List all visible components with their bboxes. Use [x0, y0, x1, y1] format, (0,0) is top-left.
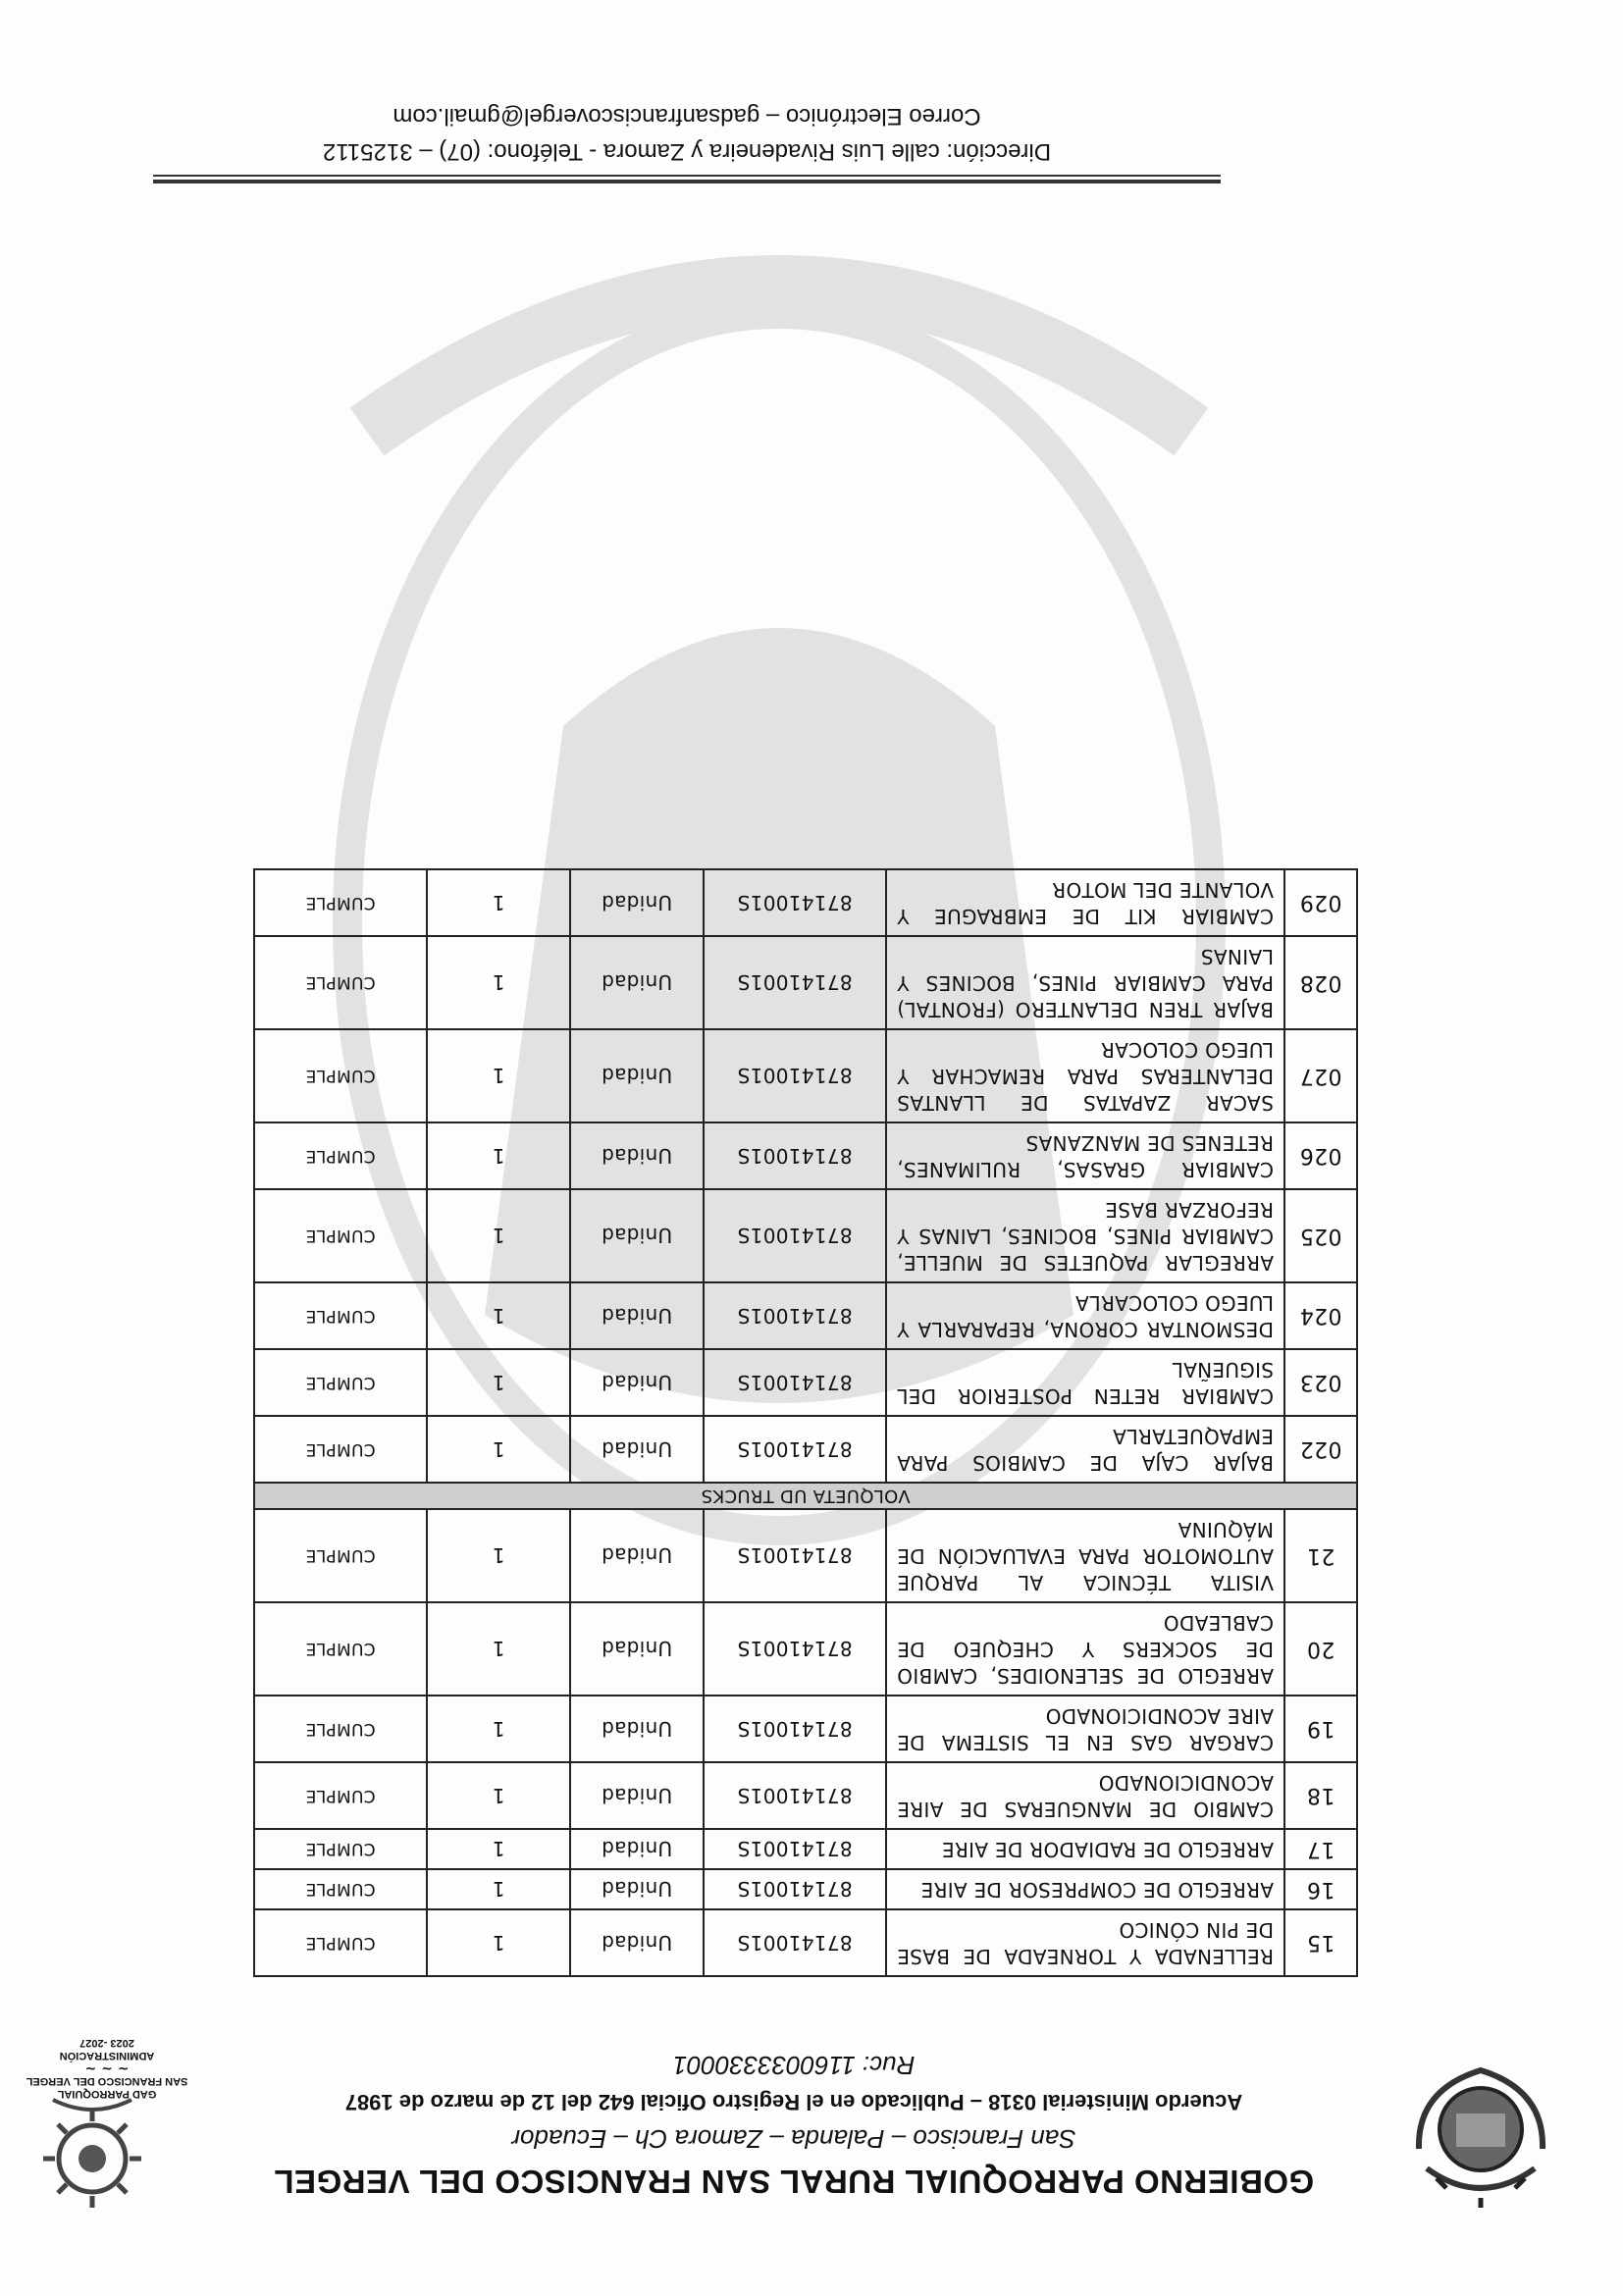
- row-number: 027: [1284, 1029, 1357, 1122]
- table-row: [254, 869, 1357, 936]
- row-status: CUMPLE: [254, 1869, 427, 1909]
- row-description: ARREGLO DE RADIADOR DE AIRE: [886, 1829, 1284, 1869]
- row-quantity: 1: [427, 1509, 570, 1602]
- row-status: CUMPLE: [254, 1909, 427, 1976]
- row-description: ARREGLO DE COMPRESOR DE AIRE: [886, 1869, 1284, 1909]
- table-row: [254, 1509, 1357, 1602]
- seal-signature: ~ ~ ~: [84, 2061, 130, 2076]
- row-status: CUMPLE: [254, 869, 427, 936]
- row-unit: Unidad: [570, 1416, 704, 1483]
- row-unit: Unidad: [570, 1762, 704, 1829]
- row-number: 026: [1284, 1122, 1357, 1189]
- row-cpc-code: 87141001S: [704, 1416, 886, 1483]
- table-row: [254, 1869, 1357, 1909]
- section-header-row: [254, 1483, 1357, 1509]
- row-quantity: 1: [427, 1416, 570, 1483]
- row-cpc-code: 87141001S: [704, 1602, 886, 1696]
- organization-title: GOBIERNO PARROQUIAL RURAL SAN FRANCISCO DEL VERGEL: [273, 2164, 1315, 2200]
- row-status: CUMPLE: [254, 1349, 427, 1416]
- row-cpc-code: 87141001S: [704, 1282, 886, 1349]
- table-row: [254, 1602, 1357, 1696]
- row-status: CUMPLE: [254, 1189, 427, 1282]
- services-table-body: [254, 869, 1357, 1976]
- row-status: CUMPLE: [254, 1122, 427, 1189]
- table-row: [254, 1762, 1357, 1829]
- table-row: [254, 1829, 1357, 1869]
- table-row: [254, 1416, 1357, 1483]
- row-description: BAJAR TREN DELANTERO (FRONTAL) PARA CAMBIAR PINES, BOCINES Y LAINAS: [886, 936, 1284, 1029]
- row-quantity: 1: [427, 1909, 570, 1976]
- row-number: 18: [1284, 1762, 1357, 1829]
- seal-line-1: GAD PARROQUIAL: [57, 2088, 157, 2100]
- row-number: 022: [1284, 1416, 1357, 1483]
- row-number: 023: [1284, 1349, 1357, 1416]
- table-row: [254, 1696, 1357, 1762]
- row-cpc-code: 87141001S: [704, 1762, 886, 1829]
- row-cpc-code: 87141001S: [704, 1829, 886, 1869]
- row-description: DESMONTAR CORONA, REPARARLA Y LUEGO COLOCARLA: [886, 1282, 1284, 1349]
- row-quantity: 1: [427, 1282, 570, 1349]
- row-status: CUMPLE: [254, 1029, 427, 1122]
- row-number: 19: [1284, 1696, 1357, 1762]
- row-quantity: 1: [427, 1829, 570, 1869]
- row-status: CUMPLE: [254, 936, 427, 1029]
- row-quantity: 1: [427, 1029, 570, 1122]
- table-row: [254, 1909, 1357, 1976]
- services-table: [253, 868, 1358, 1977]
- row-cpc-code: 87141001S: [704, 1909, 886, 1976]
- table-row: [254, 1349, 1357, 1416]
- footer-divider-thin: [153, 175, 1221, 177]
- row-unit: Unidad: [570, 936, 704, 1029]
- row-description: CAMBIAR KIT DE EMBRAGUE Y VOLANTE DEL MOTOR: [886, 869, 1284, 936]
- table-row: [254, 936, 1357, 1029]
- row-unit: Unidad: [570, 869, 704, 936]
- row-description: CAMBIAR RETEN POSTERIOR DEL SIGUEÑAL: [886, 1349, 1284, 1416]
- row-status: CUMPLE: [254, 1829, 427, 1869]
- row-description: CAMBIAR GRASAS, RULIMANES, RETENES DE MANZANAS: [886, 1122, 1284, 1189]
- row-unit: Unidad: [570, 1509, 704, 1602]
- row-quantity: 1: [427, 1696, 570, 1762]
- parish-emblem-logo: [1407, 2061, 1554, 2208]
- row-quantity: 1: [427, 1869, 570, 1909]
- location-subtitle: San Francisco – Palanda – Zamora Ch – Ecuador: [511, 2124, 1076, 2154]
- ruc-number: Ruc: 1160033330001: [672, 2051, 916, 2080]
- row-number: 21: [1284, 1509, 1357, 1602]
- footer-divider: [153, 180, 1221, 183]
- seal-line-4: 2023 -2027: [79, 2037, 134, 2049]
- row-unit: Unidad: [570, 1869, 704, 1909]
- footer-address: Dirección: calle Luis Rivadeneira y Zamora - Teléfono: (07) – 3125112: [322, 138, 1052, 165]
- row-number: 20: [1284, 1602, 1357, 1696]
- row-number: 17: [1284, 1829, 1357, 1869]
- row-quantity: 1: [427, 1349, 570, 1416]
- row-status: CUMPLE: [254, 1282, 427, 1349]
- row-cpc-code: 87141001S: [704, 1349, 886, 1416]
- row-cpc-code: 87141001S: [704, 1122, 886, 1189]
- table-row: [254, 1189, 1357, 1282]
- row-unit: Unidad: [570, 1189, 704, 1282]
- row-description: RELLENADA Y TORNEADA DE BASE DE PIN CÓNICO: [886, 1909, 1284, 1976]
- table-row: [254, 1029, 1357, 1122]
- row-cpc-code: 87141001S: [704, 1189, 886, 1282]
- row-cpc-code: 87141001S: [704, 936, 886, 1029]
- row-status: CUMPLE: [254, 1696, 427, 1762]
- row-number: 15: [1284, 1909, 1357, 1976]
- row-number: 029: [1284, 869, 1357, 936]
- section-label: VOLQUETA UD TRUCKS: [254, 1483, 1357, 1509]
- row-quantity: 1: [427, 1189, 570, 1282]
- row-cpc-code: 87141001S: [704, 1509, 886, 1602]
- row-description: BAJAR CAJA DE CAMBIOS PARA EMPAQUETARLA: [886, 1416, 1284, 1483]
- row-cpc-code: 87141001S: [704, 1696, 886, 1762]
- row-description: CARGAR GAS EN EL SISTEMA DE AIRE ACONDICIONADO: [886, 1696, 1284, 1762]
- row-quantity: 1: [427, 1602, 570, 1696]
- seal-text: [19, 2036, 195, 2100]
- row-description: ARREGLO DE SELENOIDES, CAMBIO DE SOCKERS Y CHEQUEO DE CABLEADO: [886, 1602, 1284, 1696]
- row-quantity: 1: [427, 869, 570, 936]
- table-row: [254, 1122, 1357, 1189]
- row-description: SACAR ZAPATAS DE LLANTAS DELANTERAS PARA REMACHAR Y LUEGO COLOCAR: [886, 1029, 1284, 1122]
- row-unit: Unidad: [570, 1349, 704, 1416]
- row-description: VISITA TÉCNICA AL PARQUE AUTOMOTOR PARA EVALUACIÓN DE MÁQUINA: [886, 1509, 1284, 1602]
- row-unit: Unidad: [570, 1122, 704, 1189]
- row-number: 028: [1284, 936, 1357, 1029]
- row-unit: Unidad: [570, 1602, 704, 1696]
- seal-line-3: ADMINISTRACIÓN: [59, 2050, 155, 2061]
- row-description: CAMBIO DE MANGUERAS DE AIRE ACONDICIONADO: [886, 1762, 1284, 1829]
- table-row: [254, 1282, 1357, 1349]
- row-cpc-code: 87141001S: [704, 1869, 886, 1909]
- row-unit: Unidad: [570, 1909, 704, 1976]
- ministerial-agreement: Acuerdo Ministerial 0318 – Publicado en el Registro Oficial 642 del 12 de marzo de 1987: [344, 2090, 1243, 2114]
- row-status: CUMPLE: [254, 1602, 427, 1696]
- row-description: ARREGLAR PAQUETES DE MUELLE, CAMBIAR PINES, BOCINES, LAINAS Y REFORZAR BASE: [886, 1189, 1284, 1282]
- row-status: CUMPLE: [254, 1509, 427, 1602]
- row-number: 024: [1284, 1282, 1357, 1349]
- row-cpc-code: 87141001S: [704, 869, 886, 936]
- row-quantity: 1: [427, 936, 570, 1029]
- footer-email: Correo Electrónico – gadsanfranciscovergel@gmail.com: [393, 103, 981, 130]
- row-quantity: 1: [427, 1762, 570, 1829]
- row-unit: Unidad: [570, 1029, 704, 1122]
- seal-line-2: SAN FRANCISCO DEL VERGEL: [26, 2075, 188, 2087]
- row-status: CUMPLE: [254, 1762, 427, 1829]
- row-quantity: 1: [427, 1122, 570, 1189]
- row-unit: Unidad: [570, 1282, 704, 1349]
- row-number: 025: [1284, 1189, 1357, 1282]
- row-cpc-code: 87141001S: [704, 1029, 886, 1122]
- row-number: 16: [1284, 1869, 1357, 1909]
- row-unit: Unidad: [570, 1696, 704, 1762]
- row-status: CUMPLE: [254, 1416, 427, 1483]
- row-unit: Unidad: [570, 1829, 704, 1869]
